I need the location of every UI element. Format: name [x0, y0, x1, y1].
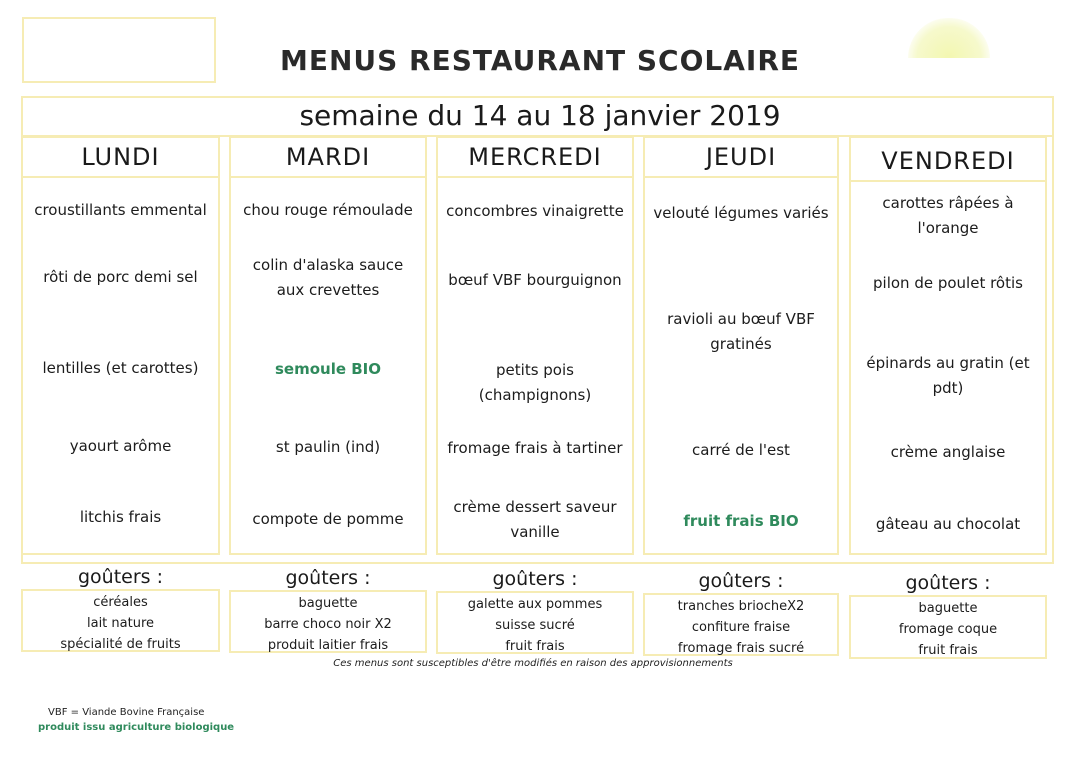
dish-entree: chou rouge rémoulade	[243, 201, 413, 219]
dish-main: colin d'alaska sauce aux crevettes	[252, 256, 404, 299]
dish-dairy: st paulin (ind)	[275, 438, 381, 456]
gouters-title: goûters :	[77, 566, 164, 588]
dish-dessert: compote de pomme	[252, 510, 404, 528]
gouter-item: céréales	[93, 595, 148, 610]
day-column-jeudi	[643, 136, 839, 555]
dish-side: petits pois (champignons)	[478, 361, 592, 404]
day-header: VENDREDI	[851, 142, 1045, 182]
day-header: MARDI	[231, 138, 425, 178]
disclaimer: Ces menus sont susceptibles d'être modifiés en raison des approvisionnements	[333, 658, 733, 669]
gouters-title: goûters :	[905, 572, 991, 594]
dish-dessert: crème dessert saveur vanille	[453, 498, 617, 541]
dish-entree: concombres vinaigrette	[446, 202, 624, 220]
gouters-title: goûters :	[285, 567, 371, 589]
day-column-vendredi	[849, 136, 1047, 555]
dish-entree: croustillants emmental	[34, 201, 207, 219]
dish-main: bœuf VBF bourguignon	[448, 271, 622, 289]
gouters-box-lundi	[21, 589, 220, 652]
gouter-item: baguette	[918, 601, 978, 616]
dish-dairy: fromage frais à tartiner	[447, 439, 623, 457]
gouters-box-vendredi	[849, 595, 1047, 659]
gouter-item: fromage frais sucré	[677, 641, 805, 656]
gouter-item: fromage coque	[898, 622, 998, 637]
dish-entree: velouté légumes variés	[653, 204, 829, 222]
dish-dessert: litchis frais	[79, 508, 162, 526]
day-header: LUNDI	[23, 138, 218, 178]
vbf-legend: VBF = Viande Bovine Française	[48, 707, 205, 718]
gouter-item: suisse sucré	[495, 618, 575, 633]
dish-side: semoule BIO	[274, 360, 382, 378]
gouter-item: spécialité de fruits	[60, 637, 181, 652]
dish-dairy: carré de l'est	[692, 441, 790, 459]
dish-main: ravioli au bœuf VBF gratinés	[667, 310, 815, 353]
dish-main: pilon de poulet rôtis	[873, 274, 1023, 292]
dish-dessert: fruit frais BIO	[683, 512, 799, 530]
dish-side: épinards au gratin (et pdt)	[866, 354, 1030, 397]
gouter-item: fruit frais	[505, 639, 565, 654]
gouter-item: confiture fraise	[691, 620, 791, 635]
gouter-item: fruit frais	[918, 643, 978, 658]
gouter-item: barre choco noir X2	[264, 617, 392, 632]
gouter-item: lait nature	[86, 616, 155, 631]
gouters-box-mardi	[229, 590, 427, 653]
page-title: MENUS RESTAURANT SCOLAIRE	[279, 44, 801, 77]
gouter-item: produit laitier frais	[267, 638, 389, 653]
dish-side: lentilles (et carottes)	[42, 359, 199, 377]
gouters-box-mercredi	[436, 591, 634, 654]
week-label: semaine du 14 au 18 janvier 2019	[299, 99, 781, 132]
bio-legend: produit issu agriculture biologique	[38, 722, 235, 733]
day-column-lundi	[21, 136, 220, 555]
gouters-box-jeudi	[643, 593, 839, 656]
day-column-mercredi	[436, 136, 634, 555]
day-header: JEUDI	[645, 138, 837, 178]
dish-dairy: yaourt arôme	[69, 437, 172, 455]
gouters-title: goûters :	[698, 570, 784, 592]
dish-dessert: gâteau au chocolat	[875, 515, 1021, 533]
gouter-item: tranches briocheX2	[677, 599, 805, 614]
gouter-item: baguette	[298, 596, 358, 611]
dish-entree: carottes râpées à l'orange	[882, 194, 1014, 237]
gouters-title: goûters :	[492, 568, 578, 590]
gouter-item: galette aux pommes	[467, 597, 603, 612]
day-header: MERCREDI	[438, 138, 632, 178]
day-column-mardi	[229, 136, 427, 555]
dish-main: rôti de porc demi sel	[43, 268, 198, 286]
dish-dairy: crème anglaise	[890, 443, 1006, 461]
